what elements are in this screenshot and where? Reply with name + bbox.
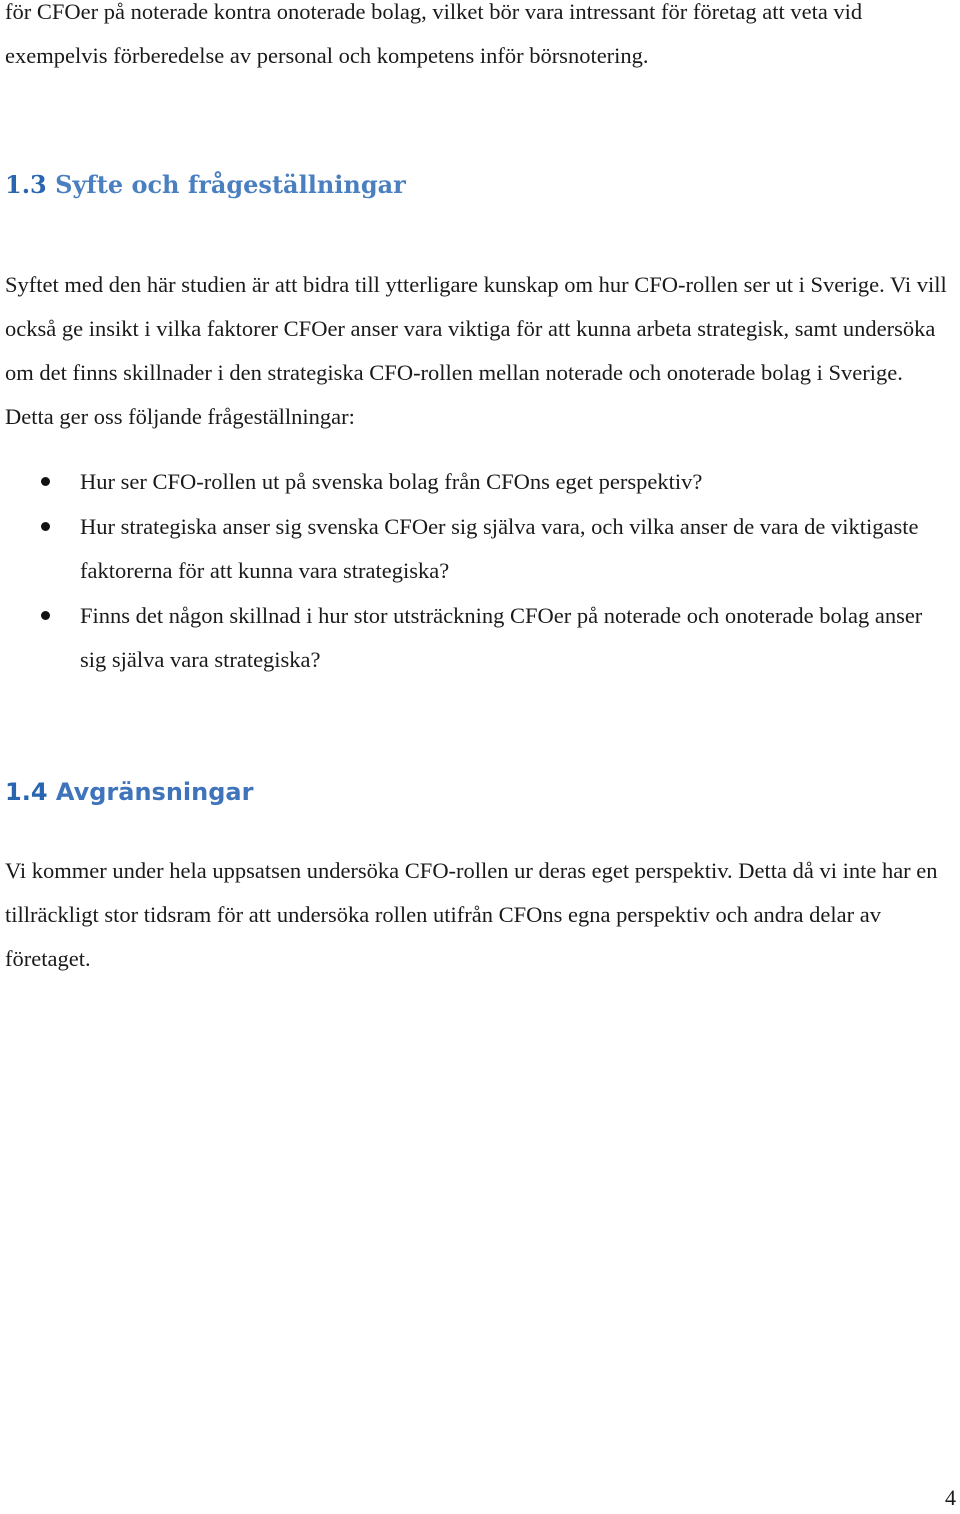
list-item — [0, 594, 940, 682]
list-item — [0, 460, 940, 504]
section-heading-1-4 — [5, 776, 253, 808]
section-title: Avgränsningar — [55, 778, 254, 806]
question-text: Finns det någon skillnad i hur stor utsträckning CFOer på noterade och onoterade bolag anser sig själva vara strategiska? — [80, 603, 923, 672]
bullet-icon — [41, 522, 50, 531]
section-title: Syfte och frågeställningar — [55, 170, 406, 199]
research-questions-list — [0, 460, 960, 682]
bullet-icon — [41, 477, 50, 486]
page-number: 4 — [945, 1485, 956, 1510]
question-text: Hur ser CFO-rollen ut på svenska bolag från CFOns eget perspektiv? — [80, 469, 703, 494]
question-text: Hur strategiska anser sig svenska CFOer sig själva vara, och vilka anser de vara de viktigaste faktorerna för att kunna vara strategiska? — [80, 514, 919, 583]
bullet-icon — [41, 611, 50, 620]
list-item — [0, 505, 940, 593]
section-heading-1-3 — [5, 169, 406, 201]
section-number: 1.4 — [5, 778, 48, 806]
delimitations-paragraph: Vi kommer under hela uppsatsen undersöka CFO-rollen ur deras eget perspektiv. Detta då vi inte har en tillräckligt stor tidsram för att undersöka rollen utifrån CFOns egna perspektiv och andra delar av företaget. — [5, 858, 938, 971]
section-number: 1.3 — [5, 170, 47, 199]
purpose-paragraph: Syftet med den här studien är att bidra till ytterligare kunskap om hur CFO-rollen ser ut i Sverige. Vi vill också ge insikt i vilka faktorer CFOer anser vara viktiga för att kunna arbeta strategisk, samt undersöka om det finns skillnader i den strategiska CFO-rollen mellan noterade och onoterade bolag i Sverige. Detta ger oss följande frågeställningar: — [5, 272, 947, 429]
intro-paragraph: för CFOer på noterade kontra onoterade bolag, vilket bör vara intressant för företag att veta vid exempelvis förberedelse av personal och kompetens inför börsnotering. — [5, 0, 863, 68]
